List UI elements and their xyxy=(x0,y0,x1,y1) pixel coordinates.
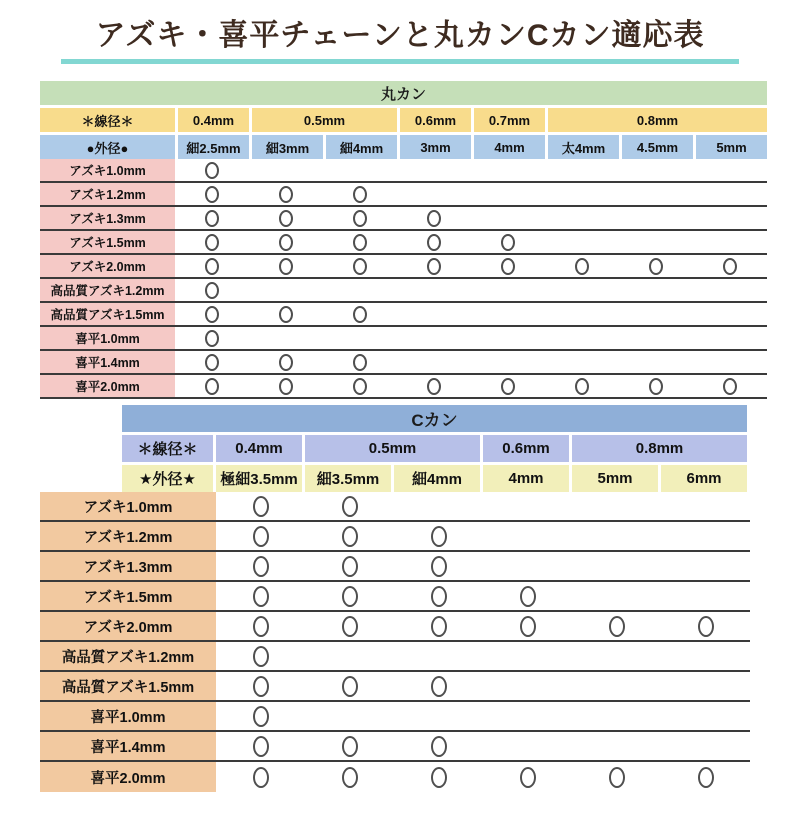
compat-cell xyxy=(483,522,572,550)
compat-cell xyxy=(394,522,483,550)
compat-circle-icon xyxy=(279,258,293,275)
compat-circle-icon xyxy=(723,258,737,275)
compat-cell xyxy=(471,255,545,277)
compat-circle-icon xyxy=(253,676,269,697)
compat-circle-icon xyxy=(279,378,293,395)
compat-cell xyxy=(483,702,572,730)
compat-cell xyxy=(572,612,661,640)
compat-cell xyxy=(397,255,471,277)
compat-circle-icon xyxy=(279,210,293,227)
compat-circle-icon xyxy=(427,210,441,227)
compat-circle-icon xyxy=(353,186,367,203)
page xyxy=(0,16,800,816)
table-row xyxy=(40,207,767,231)
compat-cell xyxy=(483,582,572,610)
compat-cell xyxy=(305,642,394,670)
wire-diameter-header: 0.4mm xyxy=(213,435,302,462)
row-label: アズキ1.0mm xyxy=(40,492,216,520)
compat-cell xyxy=(471,159,545,181)
wire-diameter-header: 0.7mm xyxy=(471,108,545,132)
compat-circle-icon xyxy=(609,616,625,637)
compat-circle-icon xyxy=(253,767,269,788)
outer-diameter-label: ★外径★ xyxy=(122,465,213,492)
compat-cell xyxy=(323,303,397,325)
row-label: 高品質アズキ1.5mm xyxy=(40,303,175,325)
compat-cell xyxy=(305,492,394,520)
compat-cell xyxy=(572,702,661,730)
compat-cell xyxy=(619,231,693,253)
compat-circle-icon xyxy=(205,162,219,179)
compat-cell xyxy=(305,582,394,610)
compat-cell xyxy=(693,159,767,181)
compat-cell xyxy=(471,231,545,253)
compat-circle-icon xyxy=(649,378,663,395)
compat-cell xyxy=(394,642,483,670)
compat-cell xyxy=(471,183,545,205)
compat-cell xyxy=(175,159,249,181)
compat-circle-icon xyxy=(279,234,293,251)
table-row xyxy=(40,159,767,183)
wire-diameter-header: 0.8mm xyxy=(569,435,747,462)
compat-cell xyxy=(216,582,305,610)
compat-cell xyxy=(305,762,394,792)
compat-cell xyxy=(483,762,572,792)
compat-cell xyxy=(572,642,661,670)
outer-diameter-header: 細4mm xyxy=(391,465,480,492)
compat-cell xyxy=(175,207,249,229)
compat-cell xyxy=(249,351,323,373)
compat-circle-icon xyxy=(342,767,358,788)
compat-cell xyxy=(394,732,483,760)
compat-circle-icon xyxy=(205,210,219,227)
compat-cell xyxy=(483,672,572,700)
compat-cell xyxy=(397,351,471,373)
compat-cell xyxy=(175,279,249,301)
compat-circle-icon xyxy=(520,767,536,788)
compat-cell xyxy=(249,183,323,205)
c-wire-diameter-row xyxy=(122,435,750,462)
row-label: アズキ1.3mm xyxy=(40,207,175,229)
row-label: 喜平2.0mm xyxy=(40,375,175,397)
compat-cell xyxy=(216,642,305,670)
compat-circle-icon xyxy=(205,306,219,323)
wire-diameter-header: 0.6mm xyxy=(480,435,569,462)
compat-cell xyxy=(323,231,397,253)
compat-cell xyxy=(471,303,545,325)
table-row xyxy=(40,642,750,672)
compat-cell xyxy=(397,231,471,253)
compat-circle-icon xyxy=(342,526,358,547)
compat-circle-icon xyxy=(205,330,219,347)
maru-outer-diameter-row xyxy=(40,135,767,159)
table-row xyxy=(40,702,750,732)
compat-cell xyxy=(661,732,750,760)
compat-circle-icon xyxy=(520,586,536,607)
compat-cell xyxy=(323,207,397,229)
compat-circle-icon xyxy=(723,378,737,395)
compat-cell xyxy=(471,375,545,397)
round-jumpring-table xyxy=(40,81,767,399)
compat-cell xyxy=(397,375,471,397)
compat-cell xyxy=(693,303,767,325)
wire-diameter-header: 0.8mm xyxy=(545,108,767,132)
outer-diameter-header: 太4mm xyxy=(545,135,619,159)
compat-circle-icon xyxy=(698,616,714,637)
wire-diameter-label: ＊線径＊ xyxy=(40,108,175,132)
compat-circle-icon xyxy=(575,378,589,395)
compat-circle-icon xyxy=(431,676,447,697)
compat-cell xyxy=(323,255,397,277)
compat-cell xyxy=(249,231,323,253)
compat-cell xyxy=(249,303,323,325)
maru-table-title: 丸カン xyxy=(40,81,767,105)
outer-diameter-header: 4mm xyxy=(480,465,569,492)
compat-circle-icon xyxy=(342,586,358,607)
wire-diameter-header: 0.5mm xyxy=(249,108,397,132)
compat-circle-icon xyxy=(431,736,447,757)
compat-circle-icon xyxy=(431,616,447,637)
compat-cell xyxy=(572,762,661,792)
compat-cell xyxy=(305,552,394,580)
compat-cell xyxy=(175,351,249,373)
compat-cell xyxy=(545,159,619,181)
compat-cell xyxy=(397,207,471,229)
table-row xyxy=(40,231,767,255)
compat-cell xyxy=(394,492,483,520)
table-row xyxy=(40,672,750,702)
compat-cell xyxy=(471,207,545,229)
compat-cell xyxy=(661,762,750,792)
outer-diameter-header: 4.5mm xyxy=(619,135,693,159)
compat-cell xyxy=(545,351,619,373)
compat-cell xyxy=(619,375,693,397)
compat-cell xyxy=(394,762,483,792)
compat-cell xyxy=(249,207,323,229)
compat-cell xyxy=(397,159,471,181)
compat-cell xyxy=(175,375,249,397)
maru-wire-diameter-row xyxy=(40,108,767,132)
compat-circle-icon xyxy=(520,616,536,637)
row-label: アズキ1.0mm xyxy=(40,159,175,181)
compat-cell xyxy=(545,255,619,277)
compat-circle-icon xyxy=(342,556,358,577)
outer-diameter-header: 細4mm xyxy=(323,135,397,159)
c-outer-diameter-row xyxy=(122,465,750,492)
compat-cell xyxy=(483,552,572,580)
wire-diameter-label: ＊線径＊ xyxy=(122,435,213,462)
compat-circle-icon xyxy=(431,556,447,577)
compat-circle-icon xyxy=(253,586,269,607)
compat-cell xyxy=(661,582,750,610)
outer-diameter-header: 5mm xyxy=(693,135,767,159)
wire-diameter-header: 0.4mm xyxy=(175,108,249,132)
outer-diameter-header: 5mm xyxy=(569,465,658,492)
compat-cell xyxy=(661,522,750,550)
compat-cell xyxy=(693,231,767,253)
compat-cell xyxy=(323,279,397,301)
compat-cell xyxy=(249,327,323,349)
compat-circle-icon xyxy=(342,616,358,637)
wire-diameter-header: 0.6mm xyxy=(397,108,471,132)
compat-circle-icon xyxy=(353,306,367,323)
compat-cell xyxy=(545,231,619,253)
compat-circle-icon xyxy=(205,354,219,371)
c-table-title: Cカン xyxy=(122,405,747,432)
row-label: アズキ2.0mm xyxy=(40,255,175,277)
compat-circle-icon xyxy=(253,706,269,727)
compat-cell xyxy=(175,255,249,277)
row-label: アズキ1.3mm xyxy=(40,552,216,580)
compat-circle-icon xyxy=(431,526,447,547)
outer-diameter-header: 4mm xyxy=(471,135,545,159)
compat-circle-icon xyxy=(431,586,447,607)
outer-diameter-header: 細3mm xyxy=(249,135,323,159)
compat-cell xyxy=(661,612,750,640)
outer-diameter-header: 細2.5mm xyxy=(175,135,249,159)
compat-cell xyxy=(305,732,394,760)
compat-cell xyxy=(471,279,545,301)
compat-cell xyxy=(661,702,750,730)
row-label: アズキ1.2mm xyxy=(40,522,216,550)
compat-cell xyxy=(175,231,249,253)
compat-cell xyxy=(572,672,661,700)
compat-cell xyxy=(471,351,545,373)
table-row xyxy=(40,762,750,792)
compat-circle-icon xyxy=(427,258,441,275)
compat-cell xyxy=(619,183,693,205)
row-label: 喜平1.4mm xyxy=(40,351,175,373)
compat-circle-icon xyxy=(353,378,367,395)
compat-cell xyxy=(483,612,572,640)
compat-cell xyxy=(394,672,483,700)
table-row xyxy=(40,582,750,612)
compat-cell xyxy=(175,183,249,205)
compat-cell xyxy=(693,207,767,229)
compat-circle-icon xyxy=(205,282,219,299)
compat-cell xyxy=(693,375,767,397)
compat-cell xyxy=(572,582,661,610)
compat-circle-icon xyxy=(253,556,269,577)
row-label: 喜平2.0mm xyxy=(40,762,216,792)
compat-cell xyxy=(216,672,305,700)
compat-circle-icon xyxy=(342,736,358,757)
compat-cell xyxy=(249,159,323,181)
compat-cell xyxy=(397,303,471,325)
table-row xyxy=(40,552,750,582)
compat-circle-icon xyxy=(342,496,358,517)
compat-cell xyxy=(323,159,397,181)
table-row xyxy=(40,732,750,762)
row-label: アズキ1.5mm xyxy=(40,582,216,610)
compat-cell xyxy=(249,279,323,301)
page-title: アズキ・喜平チェーンと丸カンCカン適応表 xyxy=(61,16,739,64)
compat-cell xyxy=(397,327,471,349)
compat-cell xyxy=(619,159,693,181)
table-row xyxy=(40,183,767,207)
c-ring-table xyxy=(40,405,750,792)
compat-cell xyxy=(216,522,305,550)
outer-diameter-header: 極細3.5mm xyxy=(213,465,302,492)
compat-cell xyxy=(619,255,693,277)
table-row xyxy=(40,279,767,303)
compat-circle-icon xyxy=(698,767,714,788)
compat-circle-icon xyxy=(501,378,515,395)
compat-cell xyxy=(545,279,619,301)
compat-cell xyxy=(397,183,471,205)
compat-cell xyxy=(619,207,693,229)
compat-cell xyxy=(175,327,249,349)
table-row xyxy=(40,255,767,279)
compat-cell xyxy=(216,732,305,760)
compat-cell xyxy=(545,207,619,229)
table-row xyxy=(40,612,750,642)
row-label: アズキ1.5mm xyxy=(40,231,175,253)
compat-circle-icon xyxy=(253,526,269,547)
compat-cell xyxy=(545,183,619,205)
table-row xyxy=(40,522,750,552)
compat-circle-icon xyxy=(575,258,589,275)
compat-cell xyxy=(545,375,619,397)
compat-cell xyxy=(305,522,394,550)
row-label: 喜平1.0mm xyxy=(40,702,216,730)
row-label: 高品質アズキ1.5mm xyxy=(40,672,216,700)
compat-cell xyxy=(323,183,397,205)
compat-circle-icon xyxy=(353,258,367,275)
compat-cell xyxy=(619,279,693,301)
compat-cell xyxy=(305,612,394,640)
compat-cell xyxy=(394,702,483,730)
compat-circle-icon xyxy=(501,234,515,251)
compat-cell xyxy=(693,351,767,373)
compat-cell xyxy=(661,492,750,520)
compat-cell xyxy=(572,732,661,760)
compat-cell xyxy=(661,552,750,580)
compat-cell xyxy=(572,552,661,580)
compat-circle-icon xyxy=(205,234,219,251)
compat-cell xyxy=(661,672,750,700)
compat-cell xyxy=(693,327,767,349)
compat-circle-icon xyxy=(253,736,269,757)
compat-cell xyxy=(216,702,305,730)
compat-cell xyxy=(483,492,572,520)
compat-circle-icon xyxy=(253,616,269,637)
compat-cell xyxy=(483,732,572,760)
compat-cell xyxy=(693,255,767,277)
compat-cell xyxy=(545,303,619,325)
compat-circle-icon xyxy=(427,234,441,251)
compat-cell xyxy=(249,375,323,397)
compat-circle-icon xyxy=(279,186,293,203)
compat-circle-icon xyxy=(353,210,367,227)
compat-cell xyxy=(323,327,397,349)
table-row xyxy=(40,375,767,399)
row-label: 高品質アズキ1.2mm xyxy=(40,279,175,301)
row-label: 喜平1.4mm xyxy=(40,732,216,760)
compat-circle-icon xyxy=(279,306,293,323)
compat-circle-icon xyxy=(431,767,447,788)
compat-cell xyxy=(216,552,305,580)
compat-circle-icon xyxy=(353,234,367,251)
compat-cell xyxy=(619,351,693,373)
table-row xyxy=(40,327,767,351)
compat-circle-icon xyxy=(253,646,269,667)
compat-circle-icon xyxy=(427,378,441,395)
compat-cell xyxy=(693,279,767,301)
compat-circle-icon xyxy=(279,354,293,371)
row-label: アズキ1.2mm xyxy=(40,183,175,205)
row-label: 喜平1.0mm xyxy=(40,327,175,349)
table-row xyxy=(40,303,767,327)
outer-diameter-label: ●外径● xyxy=(40,135,175,159)
compat-cell xyxy=(249,255,323,277)
compat-circle-icon xyxy=(205,186,219,203)
compat-cell xyxy=(216,492,305,520)
compat-circle-icon xyxy=(253,496,269,517)
compat-cell xyxy=(471,327,545,349)
compat-circle-icon xyxy=(649,258,663,275)
compat-cell xyxy=(323,351,397,373)
compat-cell xyxy=(661,642,750,670)
compat-circle-icon xyxy=(353,354,367,371)
compat-cell xyxy=(619,327,693,349)
compat-circle-icon xyxy=(205,378,219,395)
compat-cell xyxy=(693,183,767,205)
compat-circle-icon xyxy=(342,676,358,697)
compat-cell xyxy=(397,279,471,301)
compat-circle-icon xyxy=(609,767,625,788)
compat-cell xyxy=(394,612,483,640)
compat-cell xyxy=(572,522,661,550)
compat-circle-icon xyxy=(501,258,515,275)
compat-cell xyxy=(305,702,394,730)
compat-cell xyxy=(572,492,661,520)
compat-cell xyxy=(394,552,483,580)
compat-cell xyxy=(483,642,572,670)
compat-cell xyxy=(305,672,394,700)
row-label: 高品質アズキ1.2mm xyxy=(40,642,216,670)
compat-cell xyxy=(394,582,483,610)
compat-cell xyxy=(216,612,305,640)
compat-cell xyxy=(545,327,619,349)
table-row xyxy=(40,492,750,522)
compat-cell xyxy=(175,303,249,325)
outer-diameter-header: 6mm xyxy=(658,465,747,492)
row-label: アズキ2.0mm xyxy=(40,612,216,640)
wire-diameter-header: 0.5mm xyxy=(302,435,480,462)
compat-circle-icon xyxy=(205,258,219,275)
compat-cell xyxy=(323,375,397,397)
table-row xyxy=(40,351,767,375)
outer-diameter-header: 3mm xyxy=(397,135,471,159)
compat-cell xyxy=(216,762,305,792)
outer-diameter-header: 細3.5mm xyxy=(302,465,391,492)
compat-cell xyxy=(619,303,693,325)
